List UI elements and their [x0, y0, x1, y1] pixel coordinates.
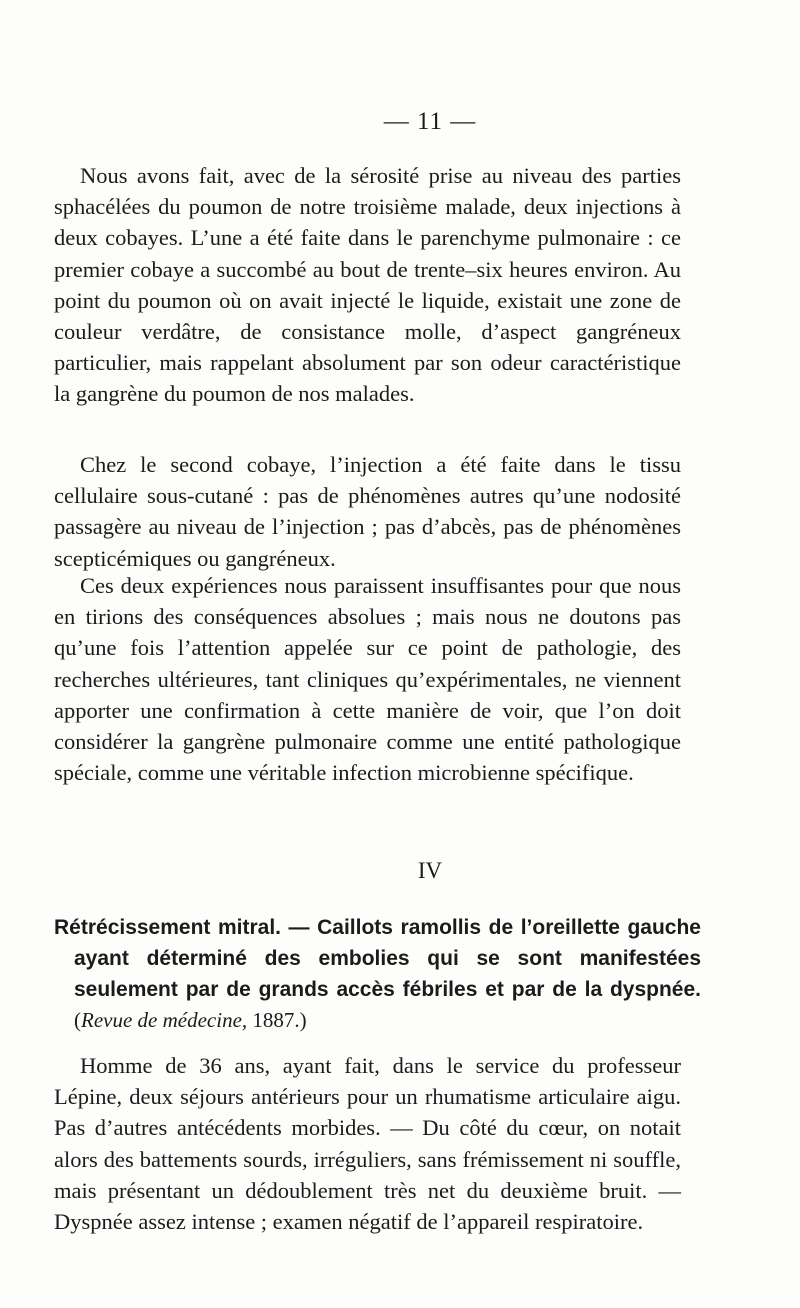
reference-journal: Revue de médecine, [81, 1008, 248, 1032]
section-heading-text: Rétrécissement mitral. — Caillots ramollis de l’oreillette gauche ayant déterminé des embolies qui se sont manifestées seulement par de grands accès fébriles et par de la dyspnée. [54, 916, 701, 1001]
paragraph-case-history: Homme de 36 ans, ayant fait, dans le service du professeur Lépine, deux séjours antérieurs pour un rhumatisme articulaire aigu. Pas d’autres antécédents morbides. — Du côté du cœur, on notait alors des battements sourds, irréguliers, sans frémissement ni souffle, mais présentant un dédoublement très net du deuxième bruit. — Dyspnée assez intense ; examen négatif de l’appareil respiratoire. [54, 1053, 681, 1235]
section-heading [54, 912, 701, 1036]
paragraph-second-guinea-pig: Chez le second cobaye, l’injection a été faite dans le tissu cellulaire sous-cutané : pas de phénomènes autres qu’une nodosité passagère au niveau de l’injection ; pas d’abcès, pas de phénomènes scepticémiques ou gangréneux. [54, 452, 681, 571]
section-number: IV [417, 858, 443, 883]
paragraph-conclusion: Ces deux expériences nous paraissent insuffisantes pour que nous en tirions des conséquences absolues ; mais nous ne doutons pas qu’une fois l’attention appelée sur ce point de pathologie, des recherches ultérieures, tant cliniques qu’expérimentales, ne viennent apporter une confirmation à cette manière de voir, que l’on doit considérer la gangrène pulmonaire comme une entité pathologique spéciale, comme une véritable infection microbienne spécifique. [54, 573, 681, 786]
page-number: — 11 — [383, 108, 477, 135]
reference-year: 1887.) [247, 1008, 307, 1032]
section-reference [74, 1008, 307, 1032]
paragraph-guinea-pig-experiments: Nous avons fait, avec de la sérosité prise au niveau des parties sphacélées du poumon de notre troisième malade, deux injections à deux cobayes. L’une a été faite dans le parenchyme pulmonaire : ce premier cobaye a succombé au bout de trente–six heures environ. Au point du poumon où on avait injecté le liquide, existait une zone de couleur verdâtre, de consistance molle, d’aspect gangréneux particulier, mais rappelant absolument par son odeur caractéristique la gangrène du poumon de nos malades. [54, 163, 681, 407]
reference-open-paren: ( [74, 1008, 81, 1032]
